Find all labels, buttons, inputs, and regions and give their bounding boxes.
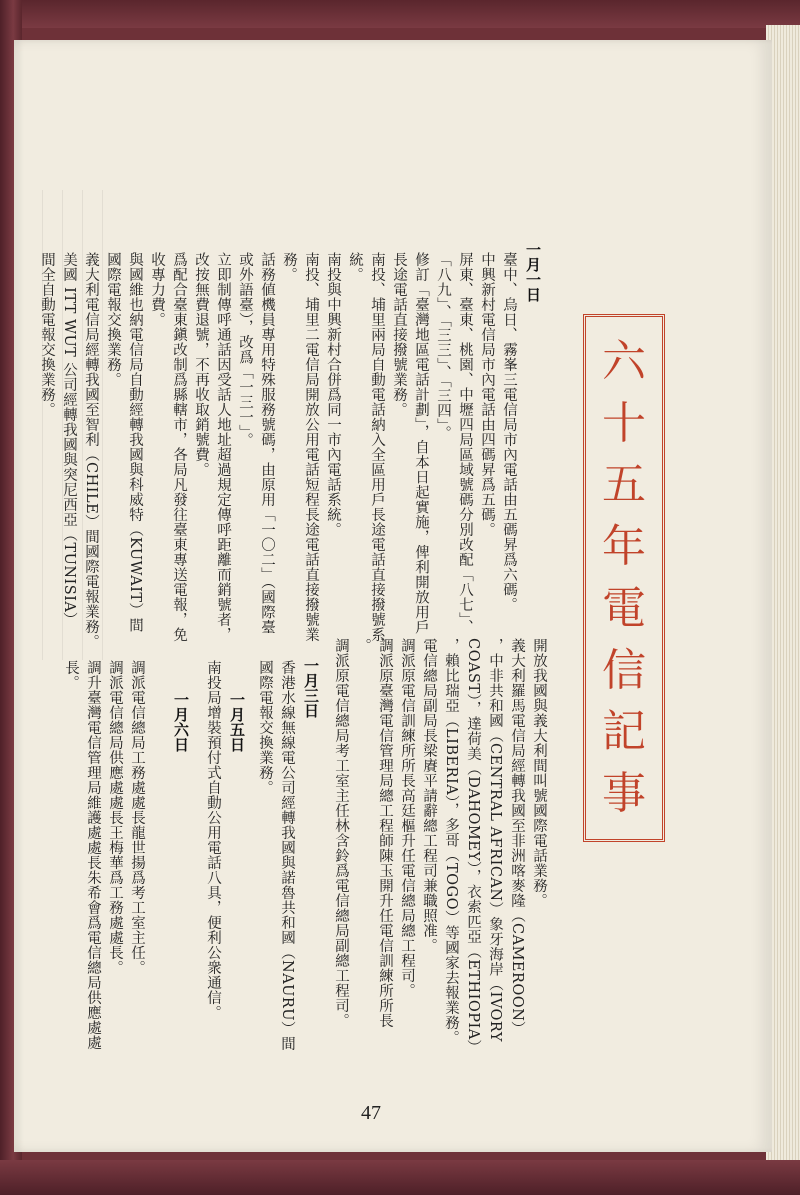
date-jan5: 一月五日 bbox=[228, 692, 246, 752]
text-column: 義大利羅馬電信局經轉我國至非洲喀麥隆（CAMEROON） bbox=[509, 638, 525, 1037]
title-char: 六 bbox=[602, 335, 646, 387]
date-jan3: 一月三日 bbox=[302, 658, 320, 718]
text-column: 。 bbox=[355, 638, 371, 653]
book-cover-top bbox=[0, 0, 800, 28]
text-column: 南投、埔里兩局自動電話納入全區用戶長途電話直接撥號系 bbox=[369, 252, 385, 642]
text-column: 爲配合臺東鎭改制爲縣轄市，各局凡發往臺東專送電報，免 bbox=[171, 252, 187, 642]
text-column: 義大利電信局經轉我國至智利（CHILE）間國際電報業務。 bbox=[83, 252, 99, 650]
text-column: 收專力費。 bbox=[149, 252, 165, 327]
text-column: 中興新村電信局市內電話由四碼昇爲五碼。 bbox=[479, 252, 495, 537]
text-column: 「八九」、「三三」、「三四」。 bbox=[435, 252, 451, 441]
text-column: 與國維也納電信局自動經轉我國與科威特（KUWAIT）間 bbox=[127, 252, 143, 633]
text-column: 美國 ITT WUT 公司經轉我國與突尼西亞（TUNISIA） bbox=[61, 252, 77, 628]
text-column: 調派電信總局供應處處長王梅華爲工務處處長。 bbox=[107, 660, 123, 975]
text-column: 調派原臺灣電信管理局總工程師陳玉開升任電信訓練所所長 bbox=[377, 638, 393, 1028]
title-char: 信 bbox=[602, 644, 646, 696]
text-column: 臺中、烏日、霧峯三電信局市內電話由五碼昇爲六碼。 bbox=[501, 252, 517, 612]
text-column: 電信總局副局長梁賡平請辭總工程司兼職照准。 bbox=[421, 638, 437, 953]
text-column: 屏東、臺東、桃園、中壢四局區域號碼分別改配「八七」、 bbox=[457, 252, 473, 635]
text-column: ，中非共和國（CENTRAL AFRICAN）象牙海岸（IVORY bbox=[487, 638, 503, 1042]
date-jan1: 一月一日 bbox=[524, 242, 542, 302]
text-column: 務。 bbox=[281, 252, 297, 282]
page-number: 47 bbox=[361, 1102, 381, 1124]
text-column: 統。 bbox=[347, 252, 363, 282]
text-column: COAST），達荷美（DAHOMEY），衣索匹亞（ETHIOPIA） bbox=[465, 638, 481, 1055]
text-column: 南投、埔里二電信局開放公用電話短程長途電話直接撥號業 bbox=[303, 252, 319, 642]
title-char: 事 bbox=[602, 768, 646, 820]
title-char: 記 bbox=[602, 706, 646, 758]
document-page bbox=[14, 40, 772, 1152]
text-column: 國際電報交換業務。 bbox=[105, 252, 121, 387]
book-cover-bottom bbox=[0, 1160, 800, 1195]
text-column: 立即制傳呼通話因受話人地址超過規定傳呼距離而銷號者， bbox=[215, 252, 231, 642]
text-column: 調派電信總局工務處處長龍世揚爲考工室主任。 bbox=[129, 660, 145, 975]
text-column: 或外語臺），改爲「一三一」。 bbox=[237, 252, 253, 448]
text-column: 長途電話直接撥號業務。 bbox=[391, 252, 407, 417]
text-column: 改按無費退號，不再收取銷號費。 bbox=[193, 252, 209, 477]
text-column: 國際電報交換業務。 bbox=[257, 660, 273, 795]
text-column: 話務値機員專用特殊服務號碼，由原用「一〇二」（國際臺 bbox=[259, 252, 275, 635]
text-column: 南投與中興新村合併爲同一市內電話系統。 bbox=[325, 252, 341, 537]
text-column: 調派原電信總局考工室主任林含鈴爲電信總局副總工程司。 bbox=[333, 638, 349, 1028]
title-char: 電 bbox=[602, 582, 646, 634]
text-column: ，賴比瑞亞（LIBERIA），多哥（TOGO）等國家去報業務。 bbox=[443, 638, 459, 1045]
title-char: 十 bbox=[602, 397, 646, 449]
title-char: 五 bbox=[602, 459, 646, 511]
text-column: 長。 bbox=[63, 660, 79, 690]
text-column: 南投局增裝預付式自動公用電話八具，便利公衆通信。 bbox=[205, 660, 221, 1020]
text-column: 香港水線無線電公司經轉我國與諾魯共和國（NAURU）間 bbox=[279, 660, 295, 1052]
text-column: 調派原電信訓練所所長高廷樞升任電信總局總工程司。 bbox=[399, 638, 415, 998]
title-char: 年 bbox=[602, 521, 646, 573]
text-column: 間全自動電報交換業務。 bbox=[39, 252, 55, 417]
text-column: 調升臺灣電信管理局維護處處長朱希會爲電信總局供應處處 bbox=[85, 660, 101, 1050]
date-jan6: 一月六日 bbox=[172, 692, 190, 752]
text-column: 開放我國與義大利間叫號國際電話業務。 bbox=[531, 638, 547, 908]
section-title-box bbox=[583, 314, 665, 842]
text-column: 修訂「臺灣地區電話計劃」，自本日起實施，俾利開放用戶 bbox=[413, 252, 429, 635]
